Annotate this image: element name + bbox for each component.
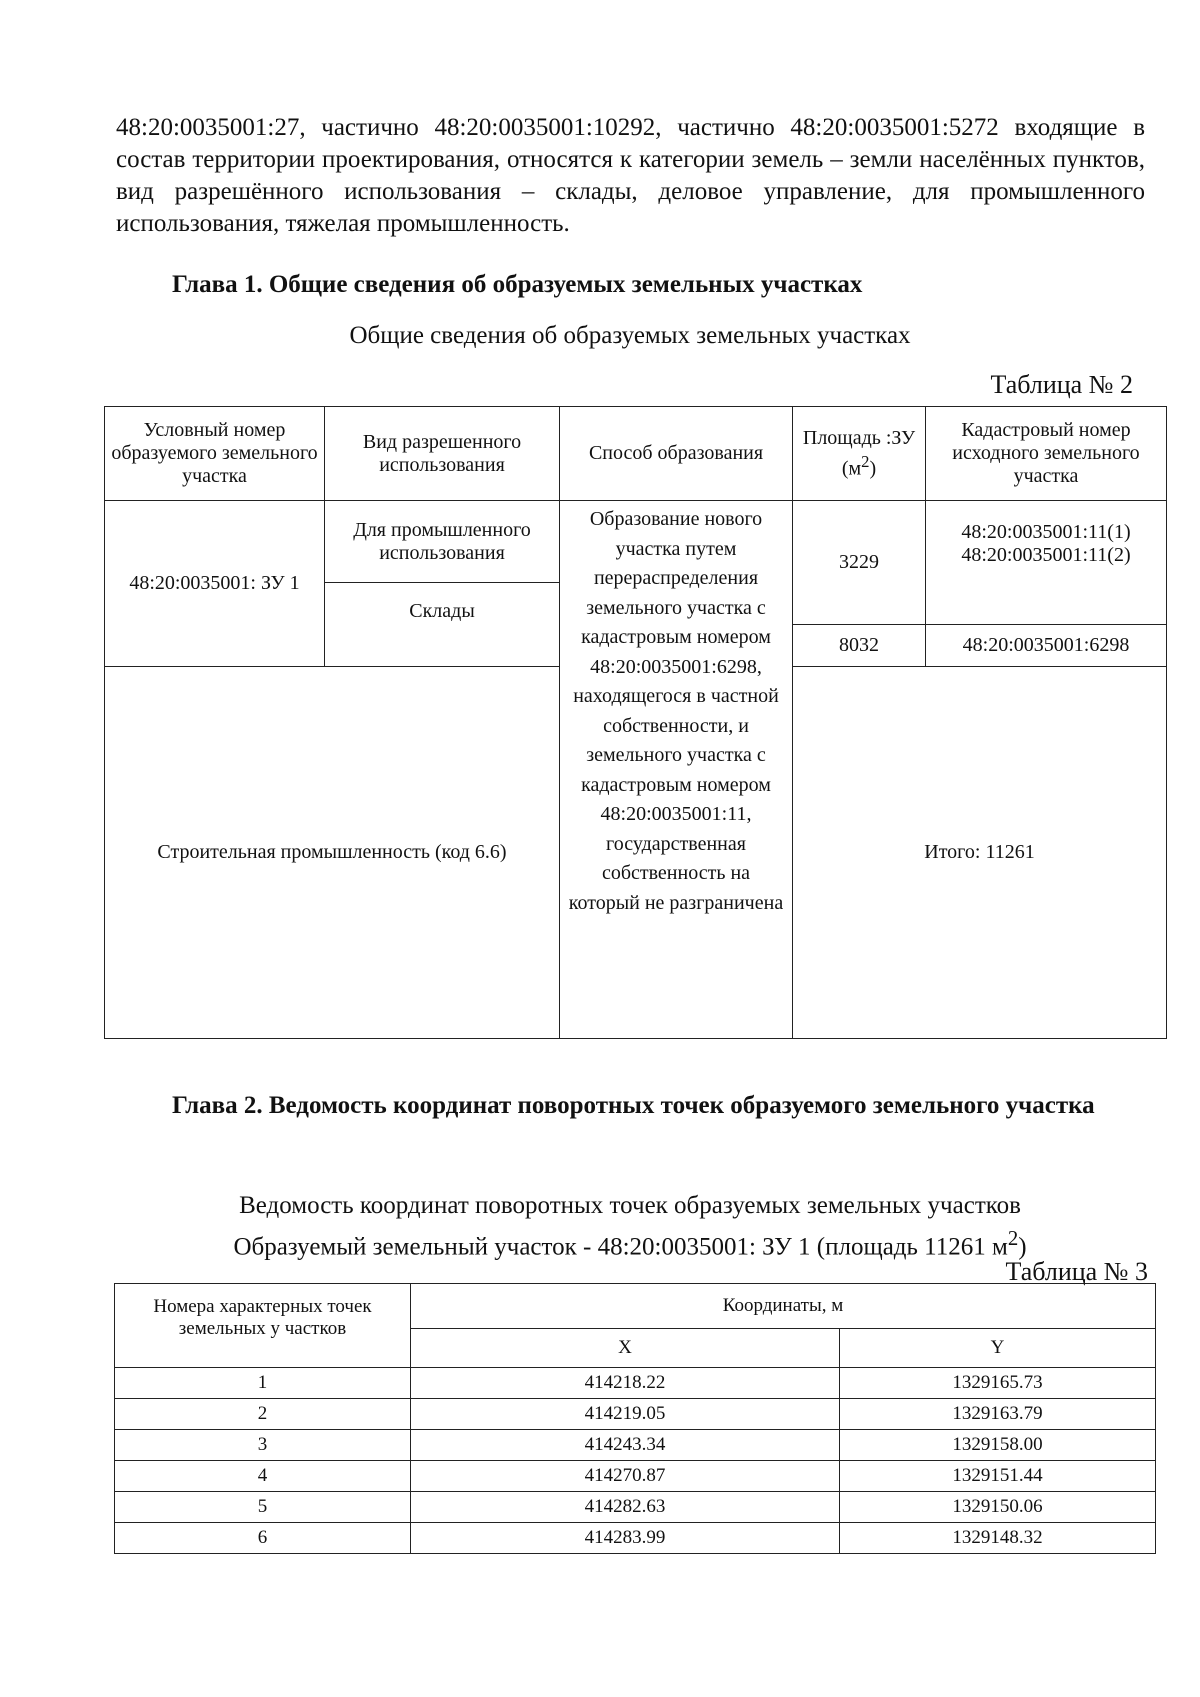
parcel-number-cell: 48:20:0035001: ЗУ 1 [105,501,325,667]
header-y: Y [840,1329,1156,1368]
coord-y-cell: 1329150.06 [840,1492,1156,1523]
table3-title-close: ) [1018,1233,1027,1261]
header-x: X [411,1329,840,1368]
header-source-cadastral: Кадастровый номер исходного земельного участка [926,407,1167,501]
coord-x-cell: 414283.99 [411,1523,840,1554]
use-construction-cell: Строительная промышленность (код 6.6) [105,667,560,1039]
header-points: Номера характерных точек земельных у частков [115,1284,411,1368]
coord-y-cell: 1329165.73 [840,1368,1156,1399]
chapter1-heading: Глава 1. Общие сведения об образуемых земельных участках [172,271,863,298]
coord-x-cell: 414218.22 [411,1368,840,1399]
coordinates-table [114,1283,1156,1554]
chapter2-heading [116,1088,1150,1123]
source-1a: 48:20:0035001:11(1) [961,521,1131,543]
table2-number: Таблица № 2 [990,370,1133,399]
point-number-cell: 2 [115,1399,411,1430]
coord-y-cell: 1329158.00 [840,1430,1156,1461]
use-industrial-cell: Для промышленного использования [325,501,560,583]
coord-x-cell: 414270.87 [411,1461,840,1492]
coord-x-cell: 414282.63 [411,1492,840,1523]
header-method: Способ образования [560,407,793,501]
area-2-cell: 8032 [793,625,926,667]
header-permitted-use: Вид разрешенного использования [325,407,560,501]
header-coordinates: Координаты, м [411,1284,1156,1329]
total-area-cell: Итого: 11261 [793,667,1167,1039]
area-1-cell: 3229 [793,501,926,625]
header-area-close: ) [869,457,877,480]
table-row [115,1368,1156,1399]
table-row [115,1461,1156,1492]
point-number-cell: 3 [115,1430,411,1461]
table3-number: Таблица № 3 [1005,1257,1148,1286]
table-row [115,1430,1156,1461]
chapter2-heading-text: Глава 2. Ведомость координат поворотных точек образуемого земельного участка [172,1092,1095,1119]
table2-title: Общие сведения об образуемых земельных участках [349,322,911,349]
point-number-cell: 1 [115,1368,411,1399]
point-number-cell: 5 [115,1492,411,1523]
formation-method-cell: Образование нового участка путем перераспределения земельного участка с кадастровым номером 48:20:0035001:6298, находящегося в частной собственности, и земельного участка с кадастровым номером 48:20:0035001:11, государственная собственность на который не разграничена [560,501,793,1039]
source-1b: 48:20:0035001:11(2) [961,544,1131,566]
point-number-cell: 6 [115,1523,411,1554]
header-parcel-number: Условный номер образуемого земельного участка [105,407,325,501]
header-area-text: Площадь :ЗУ (м [802,426,916,480]
header-area-sup: 2 [861,451,870,471]
coord-y-cell: 1329148.32 [840,1523,1156,1554]
coord-y-cell: 1329151.44 [840,1461,1156,1492]
table3-title-line1: Ведомость координат поворотных точек образуемых земельных участков [239,1192,1021,1219]
table-row [115,1399,1156,1430]
coord-y-cell: 1329163.79 [840,1399,1156,1430]
source-2-cell: 48:20:0035001:6298 [926,625,1167,667]
header-area [793,407,926,501]
intro-paragraph: 48:20:0035001:27, частично 48:20:0035001:10292, частично 48:20:0035001:5272 входящие в состав территории проектирования, относятся к категории земель – земли населённых пунктов, вид разрешённого использования – склады, деловое управление, для промышленного использования, тяжелая промышленность. [116,114,1145,237]
coord-x-cell: 414219.05 [411,1399,840,1430]
table-row [115,1492,1156,1523]
table-row [115,1523,1156,1554]
table3-title-line2-text: Образуемый земельный участок - 48:20:0035001: ЗУ 1 (площадь 11261 м [233,1233,1008,1261]
use-warehouses-cell: Склады [325,583,560,667]
land-parcels-table [104,406,1167,1039]
source-1-cell [926,501,1167,625]
table3-title-sup: 2 [1007,1226,1019,1250]
point-number-cell: 4 [115,1461,411,1492]
coord-x-cell: 414243.34 [411,1430,840,1461]
